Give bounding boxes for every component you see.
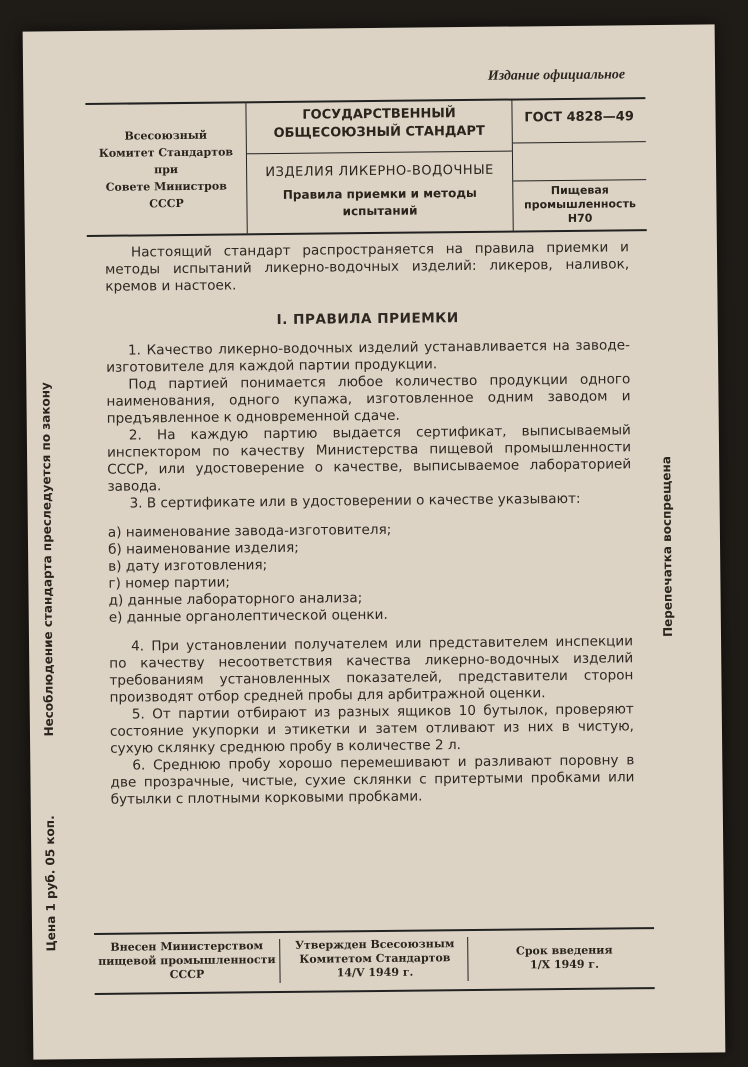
footer-line: пищевой промышленности <box>98 953 276 968</box>
list-item: б) наименование изделия; <box>107 539 299 558</box>
paragraph: 5. От партии отбирают из разных ящиков 10 бутылок, проверяют состояние укупорки и этикетки и затем отливают из них в чистую, сухую склянку среднюю пробу в количестве 2 л. <box>109 701 635 757</box>
divider <box>513 141 646 143</box>
gost-number: ГОСТ 4828—49 <box>524 109 634 126</box>
footer-line: Внесен Министерством <box>110 939 264 954</box>
reprint-notice: Перепечатка воспрещена <box>659 456 676 637</box>
footer-line: Срок введения <box>515 943 613 958</box>
product-title: ИЗДЕЛИЯ ЛИКЕРНО-ВОДОЧНЫЕ <box>265 162 494 181</box>
group-line: Пищевая <box>550 183 609 198</box>
committee-line: Всесоюзный <box>124 128 208 143</box>
divider <box>513 179 646 181</box>
list-item: г) номер партии; <box>108 574 231 592</box>
footer-line: 1/X 1949 г. <box>529 957 600 972</box>
committee-line: Совете Министров <box>105 179 227 194</box>
gost-cell <box>512 99 646 230</box>
law-notice: Несоблюдение стандарта преследуется по закону <box>38 382 57 737</box>
group-line: Н70 <box>567 211 593 225</box>
certificate-fields-list <box>108 519 633 626</box>
footer-table <box>94 927 655 995</box>
state-standard-line: ОБЩЕСОЮЗНЫЙ СТАНДАРТ <box>273 123 485 142</box>
header-table <box>85 97 646 237</box>
left-margin-note <box>38 352 59 952</box>
divider <box>247 151 512 155</box>
edition-label: Издание официальное <box>487 67 626 84</box>
document-page <box>23 24 726 1059</box>
group-line: промышленность <box>524 197 636 212</box>
committee-cell <box>85 103 247 235</box>
subtitle-line: испытаний <box>342 203 418 219</box>
intro-paragraph: Настоящий стандарт распространяется на правила приемки и методы испытаний ликерно-водочных изделий: ликеров, наливок, кремов и настоек. <box>105 239 630 295</box>
subtitle-line: Правила приемки и методы <box>282 185 477 202</box>
paragraph: Под партией понимается любое количество продукции одного наименования, одного купажа, изготовленное одним заводом и предъявленное к одновременной сдаче. <box>106 371 631 427</box>
paragraph: 4. При установлении получателем или представителем инспекции по качеству несоответствия качества ликерно-водочных изделий требованиям установленных показателей, представители сторон производят отбор средней пробы для арбитражной оценки. <box>109 633 634 706</box>
list-item: а) наименование завода-изготовителя; <box>107 521 392 541</box>
committee-line: Комитет Стандартов <box>98 144 234 160</box>
list-item: д) данные лабораторного анализа; <box>108 590 363 609</box>
footer-line: 14/V 1949 г. <box>336 965 414 980</box>
document-body <box>105 239 635 808</box>
introduced-by-cell <box>94 939 280 985</box>
list-item: в) дату изготовления; <box>108 557 268 575</box>
section-title: I. ПРАВИЛА ПРИЕМКИ <box>276 310 459 329</box>
approved-cell <box>282 937 468 983</box>
paragraph: 6. Среднюю пробу хорошо перемешивают и разливают поровну в две прозрачные, чистые, сухие склянки с притертыми пробками или бутылки с плотными корковыми пробками. <box>110 752 635 808</box>
committee-line: СССР <box>149 196 184 210</box>
state-standard-line: ГОСУДАРСТВЕННЫЙ <box>302 106 456 123</box>
list-item: е) данные органолептической оценки. <box>108 606 388 626</box>
footer-line: СССР <box>169 967 205 982</box>
state-standard-title <box>246 105 511 144</box>
paragraph: 3. В сертификате или в удостоверении о качестве указывают: <box>129 490 581 512</box>
price-label: Цена 1 руб. 05 коп. <box>42 815 59 952</box>
effective-date-cell <box>474 943 654 973</box>
paragraph: 1. Качество ликерно-водочных изделий устанавливается на заводе-изготовителе для каждой партии продукции. <box>106 337 631 376</box>
paragraph: 2. На каждую партию выдается сертификат, выписываемый инспектором по качеству Министерства пищевой промышленности СССР, или удостоверение о качестве, выписываемое лабораторией завода. <box>106 422 632 495</box>
industry-group <box>513 183 646 226</box>
standard-subtitle <box>247 185 512 222</box>
footer-line: Комитетом Стандартов <box>299 951 451 966</box>
title-cell <box>246 101 513 234</box>
footer-line: Утвержден Всесоюзным <box>294 937 455 952</box>
committee-line: при <box>154 162 179 176</box>
